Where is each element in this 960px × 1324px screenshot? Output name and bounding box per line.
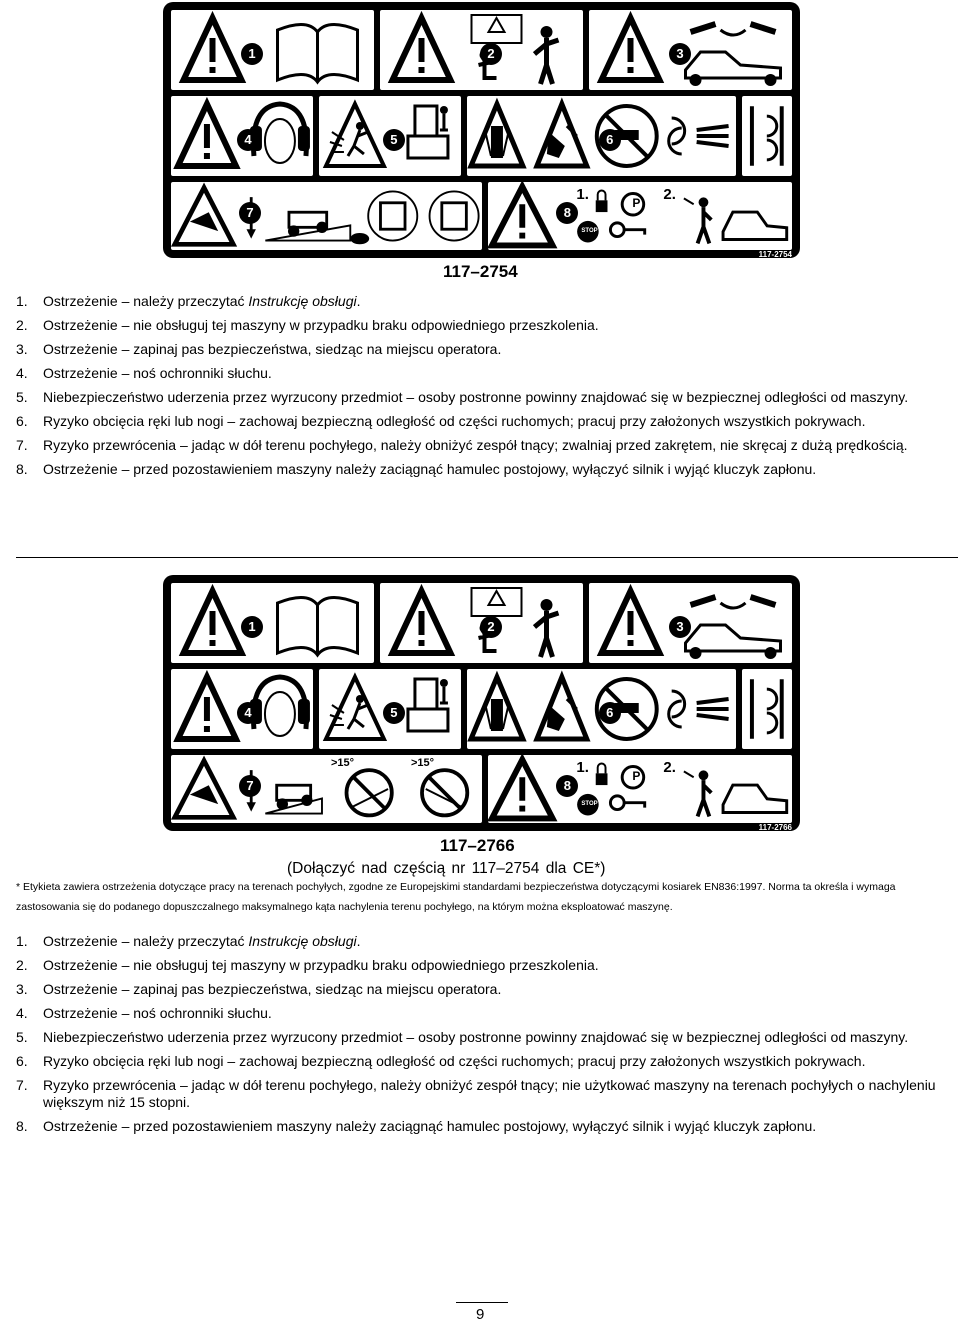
list-item: 4. Ostrzeżenie – noś ochronniki słuchu.: [16, 365, 272, 381]
decal-panel-3: [589, 10, 792, 90]
mower-icon: [686, 52, 781, 78]
ce-footnote: * Etykieta zawiera ostrzeżenia dotyczące pracy na terenach pochyłych, zgodne ze Europejskimi standardami bezpieczeństwa dotyczącymi kosiarek EN836:1997. Norma ta określa i wymaga zastosowania się do podanego dopuszczalnego maksymalnego kąta nachylenia terenu pochyłego, na którym można eksploatować maszynę.: [16, 881, 896, 913]
list-item: 8. Ostrzeżenie – przed pozostawieniem maszyny należy zaciągnąć hamulec postojowy, wyłączyć silnik i wyjąć kluczyk zapłonu.: [16, 461, 817, 477]
decal-panel-7: [171, 182, 482, 250]
panel-number: 1: [241, 43, 263, 65]
lock-icon: [596, 200, 608, 212]
decal-2-legend: [16, 933, 946, 1135]
list-item: 1. Ostrzeżenie – należy przeczytać Instrukcję obsługi.: [16, 933, 361, 949]
panel-number: 4: [237, 702, 259, 724]
panel-number: 7: [239, 775, 261, 797]
list-item: 7. Ryzyko przewrócenia – jadąc w dół terenu pochyłego, należy obniżyć zespół tnący; nie użytkować maszyny na terenach pochyłych o nachyleniu większym niż 15 stopni.: [16, 1077, 936, 1110]
list-item: 5. Niebezpieczeństwo uderzenia przez wyrzucony przedmiot – osoby postronne powinny znajdować się w bezpiecznej odległości od maszyny.: [16, 389, 909, 405]
person-icon: [541, 26, 553, 38]
list-item: 2. Ostrzeżenie – nie obsługuj tej maszyny w przypadku braku odpowiedniego przeszkolenia.: [16, 957, 599, 973]
panel-number: 5: [383, 129, 405, 151]
safety-decal-117-2766: [163, 575, 800, 831]
list-item: 8. Ostrzeżenie – przed pozostawieniem maszyny należy zaciągnąć hamulec postojowy, wyłączyć silnik i wyjąć kluczyk zapłonu.: [16, 1118, 817, 1134]
panel-number: 2: [480, 43, 502, 65]
panel-number: 1: [241, 616, 263, 638]
decal-panel-2: [380, 10, 583, 90]
parking-label: P: [632, 769, 641, 783]
slope-limit-label: >15°: [411, 757, 435, 769]
decal-panel-5: [319, 669, 461, 749]
panel-number: 6: [599, 129, 621, 151]
decal-small-code: 117-2754: [758, 250, 792, 259]
decal-panel-6: [467, 669, 737, 749]
decal-panel-6: [467, 96, 737, 176]
decal-panel-7: [171, 755, 482, 823]
decal-1-title: 117–2754: [443, 262, 518, 281]
mower-icon: [723, 785, 787, 812]
panel-number: 5: [383, 702, 405, 724]
lock-icon: [596, 773, 608, 785]
list-item: 3. Ostrzeżenie – zapinaj pas bezpieczeństwa, siedząc na miejscu operatora.: [16, 341, 502, 357]
decal-panel-guard: [742, 669, 792, 749]
list-item: 5. Niebezpieczeństwo uderzenia przez wyrzucony przedmiot – osoby postronne powinny znajdować się w bezpiecznej odległości od maszyny.: [16, 1029, 909, 1045]
list-item: 6. Ryzyko obcięcia ręki lub nogi – zachowaj bezpieczną odległość od części ruchomych; pracuj przy założonych wszystkich pokrywach.: [16, 1053, 866, 1069]
decal-panel-1: [171, 583, 374, 663]
list-item: 1. Ostrzeżenie – należy przeczytać Instrukcję obsługi.: [16, 293, 361, 309]
panel-number: 3: [669, 43, 691, 65]
panel-number: 4: [237, 129, 259, 151]
page-number: 9: [476, 1306, 485, 1323]
slope-limit-label: >15°: [331, 757, 355, 769]
panel-number: 2: [480, 616, 502, 638]
hand-cut-icon: [547, 705, 565, 731]
step-label-1: 1.: [576, 186, 589, 203]
list-item: 7. Ryzyko przewrócenia – jadąc w dół terenu pochyłego, należy obniżyć zespół tnący; zwalniaj przed zakrętem, nie skręcaj z dużą prędkością.: [16, 437, 908, 453]
panel-number: 7: [239, 202, 261, 224]
stop-label: STOP: [581, 228, 598, 234]
safety-decal-117-2754: [163, 2, 800, 258]
page-number-rule: [456, 1302, 508, 1303]
hand-cut-icon: [547, 132, 565, 158]
decal-panel-8: [488, 182, 792, 250]
panel-number: 3: [669, 616, 691, 638]
decal-small-code: 117-2766: [758, 823, 792, 832]
list-item: 2. Ostrzeżenie – nie obsługuj tej maszyny w przypadku braku odpowiedniego przeszkolenia.: [16, 317, 599, 333]
stop-label: STOP: [581, 801, 598, 807]
mower-icon: [686, 625, 781, 651]
decal-panel-1: [171, 10, 374, 90]
panel-number: 6: [599, 702, 621, 724]
rotation-icon: [668, 118, 684, 154]
step-label-2: 2.: [663, 186, 676, 203]
ignition-key-icon: [611, 796, 625, 810]
panel-number: 8: [556, 202, 578, 224]
section-divider: [16, 557, 958, 558]
step-label-1: 1.: [576, 759, 589, 776]
panel-number: 8: [556, 775, 578, 797]
ignition-key-icon: [611, 223, 625, 237]
decal-panel-4: [171, 96, 313, 176]
mower-icon: [723, 212, 787, 239]
step-label-2: 2.: [663, 759, 676, 776]
person-icon: [541, 599, 553, 611]
parking-label: P: [632, 196, 641, 210]
decal-panel-4: [171, 669, 313, 749]
list-item: 4. Ostrzeżenie – noś ochronniki słuchu.: [16, 1005, 272, 1021]
decal-panel-2: [380, 583, 583, 663]
decal-1-legend: [16, 293, 946, 478]
turtle-icon: [350, 233, 369, 244]
thrown-object-icon: [415, 106, 437, 136]
decal-panel-guard: [742, 96, 792, 176]
decal-2-title: 117–2766: [440, 836, 515, 855]
decal-2-subtitle: (Dołączyć nad częścią nr 117–2754 dla CE*): [287, 860, 606, 877]
rotation-icon: [668, 691, 684, 727]
decal-panel-8: [488, 755, 792, 823]
thrown-object-icon: [415, 679, 437, 709]
decal-panel-5: [319, 96, 461, 176]
decal-panel-3: [589, 583, 792, 663]
list-item: 3. Ostrzeżenie – zapinaj pas bezpieczeństwa, siedząc na miejscu operatora.: [16, 981, 502, 997]
list-item: 6. Ryzyko obcięcia ręki lub nogi – zachowaj bezpieczną odległość od części ruchomych; pracuj przy założonych wszystkich pokrywach.: [16, 413, 866, 429]
